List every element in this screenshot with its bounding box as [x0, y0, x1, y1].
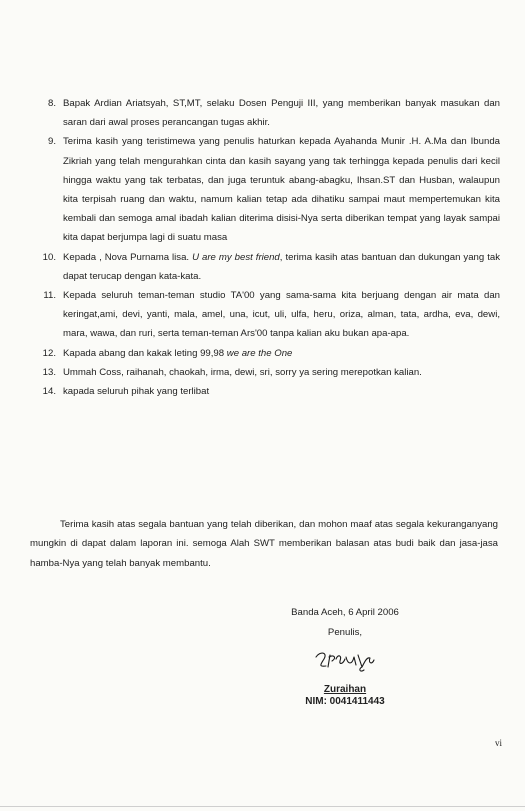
signer-role: Penulis,	[327, 627, 363, 638]
item-text-part: Kepada , Nova Purnama lisa.	[63, 251, 193, 263]
list-item	[30, 132, 500, 247]
item-text: kapada seluruh pihak yang terlibat	[63, 386, 210, 398]
item-text	[63, 344, 500, 363]
page-number: vi	[495, 738, 503, 748]
list-item	[30, 363, 500, 382]
place-date: Banda Aceh, 6 April 2006	[291, 607, 399, 618]
item-text: Bapak Ardian Ariatsyah, ST,MT, selaku Dosen Penguji III, yang memberikan banyak masukan dan saran dari awal proses perancangan tugas akhir.	[63, 98, 500, 129]
handwritten-signature	[310, 645, 380, 677]
item-text: Kepada seluruh teman-teman studio TA'00 yang sama-sama kita berjuang dengan air mata dan keringat,ami, devi, yanti, mala, amel, una, icut, uli, ulfa, heru, oriza, alman, tata, ardha, eva, dewi, mara, wawa, dan ruri, serta teman-teman Ars'00 tanpa kalian aku bukan apa-apa.	[63, 290, 500, 340]
list-item	[30, 286, 500, 344]
list-item	[30, 344, 500, 363]
list-item	[30, 248, 500, 286]
item-number: 10.	[42, 251, 56, 263]
item-number: 12.	[42, 347, 56, 359]
item-text-part: Kapada abang dan kakak leting 99,98	[63, 347, 227, 359]
closing-paragraph: Terima kasih atas segala bantuan yang telah diberikan, dan mohon maaf atas segala kekuranganyang mungkin di dapat dalam laporan ini. semoga Alah SWT memberikan balasan atas budi baik dan jasa-jasa hamba-Nya yang telah banyak membantu.	[30, 519, 498, 569]
acknowledgement-list	[30, 94, 500, 401]
item-number: 9.	[47, 136, 56, 148]
item-text	[63, 248, 500, 286]
item-number: 14.	[42, 386, 56, 398]
list-item	[30, 94, 500, 132]
item-emphasis: we are the One	[226, 347, 293, 359]
signer-name: Zuraihan	[323, 684, 367, 695]
item-number: 11.	[43, 290, 56, 302]
item-number: 8.	[47, 98, 56, 109]
item-emphasis: U are my best friend	[192, 251, 280, 263]
page-edge-line	[0, 806, 525, 807]
item-text-part: , terima kasih atas bantuan dan dukungan yang tak dapat terucap dengan kata-kata.	[63, 251, 500, 282]
item-text: Terima kasih yang teristimewa yang penulis haturkan kepada Ayahanda Munir .H. A.Ma dan Ibunda Zikriah yang telah mengurahkan cinta dan kasih sayang yang tak terhingga kepada penulis dari kecil hingga waktu yang tak terbatas, dan juga teruntuk abang-abagku, Ihsan.ST dan Husban, walaupun kita terpisah ruang dan waktu, namum kalian tetap ada dihatiku sampai maut mempertemukan kita kembali dan semoga amal ibadah kalian diterima disisi-Nya serta diberikan tempat yang layak sampai kita dapat berjumpa lagi di suatu masa	[63, 136, 500, 244]
list-item	[30, 382, 500, 401]
signer-nim: NIM: 0041411443	[305, 696, 385, 707]
item-number: 13.	[42, 366, 56, 378]
item-text: Ummah Coss, raihanah, chaokah, irma, dewi, sri, sorry ya sering merepotkan kalian.	[63, 366, 422, 378]
